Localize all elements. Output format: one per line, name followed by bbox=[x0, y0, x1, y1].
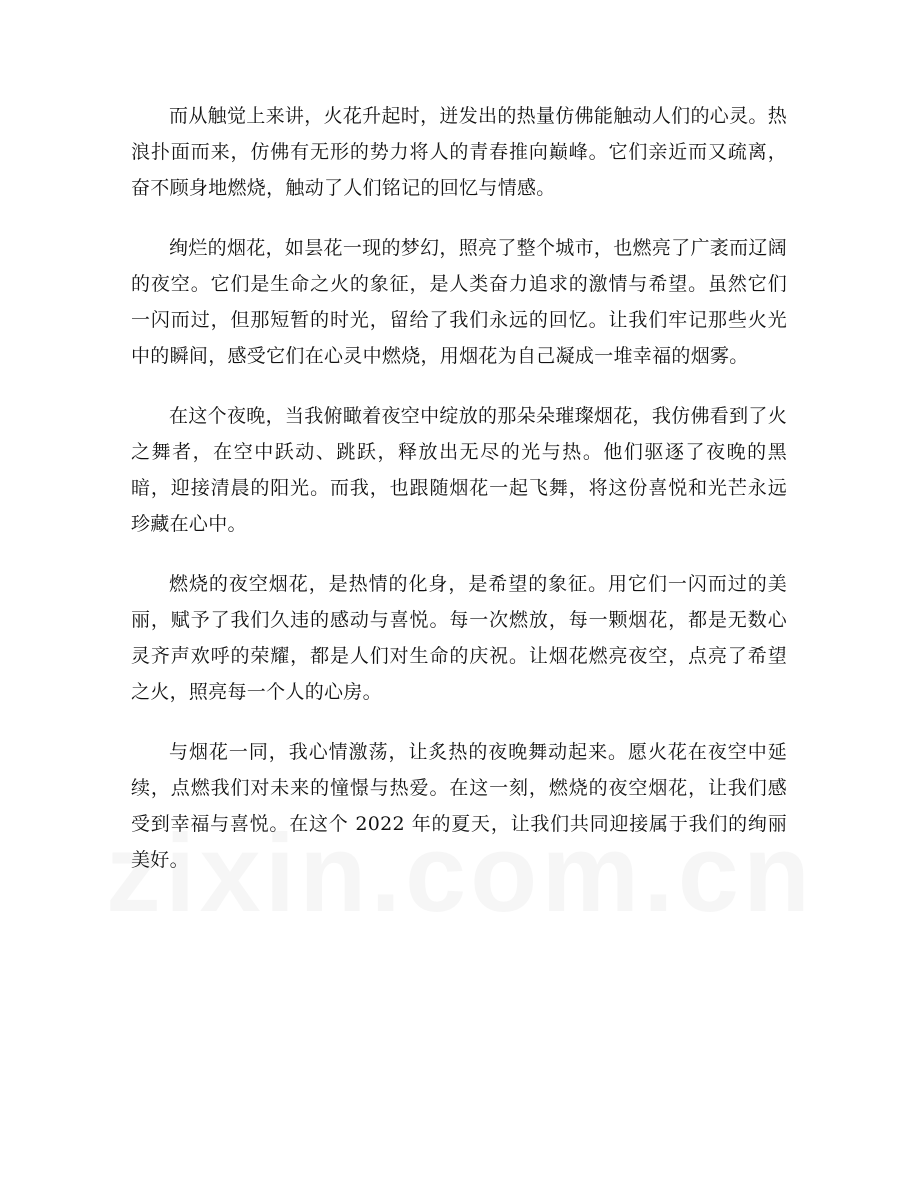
paragraph: 燃烧的夜空烟花，是热情的化身，是希望的象征。用它们一闪而过的美丽，赋予了我们久违的感动与喜悦。每一次燃放，每一颗烟花，都是无数心灵齐声欢呼的荣耀，都是人们对生命的庆祝。让烟花燃亮夜空，点亮了希望之火，照亮每一个人的心房。 bbox=[131, 573, 787, 703]
paragraph: 而从触觉上来讲，火花升起时，迸发出的热量仿佛能触动人们的心灵。热浪扑面而来，仿佛有无形的势力将人的青春推向巅峰。它们亲近而又疏离，奋不顾身地燃烧，触动了人们铭记的回忆与情感。 bbox=[131, 105, 787, 199]
paragraph: 与烟花一同，我心情激荡，让炙热的夜晚舞动起来。愿火花在夜空中延续，点燃我们对未来的憧憬与热爱。在这一刻，燃烧的夜空烟花，让我们感受到幸福与喜悦。在这个 2022 年的夏天，让我们共同迎接属于我们的绚丽美好。 bbox=[131, 741, 787, 871]
watermark bbox=[0, 810, 920, 937]
document-body bbox=[131, 98, 787, 902]
paragraph: 绚烂的烟花，如昙花一现的梦幻，照亮了整个城市，也燃亮了广袤而辽阔的夜空。它们是生命之火的象征，是人类奋力追求的激情与希望。虽然它们一闪而过，但那短暂的时光，留给了我们永远的回忆。让我们牢记那些火光中的瞬间，感受它们在心灵中燃烧，用烟花为自己凝成一堆幸福的烟雾。 bbox=[131, 237, 787, 367]
paragraph: 在这个夜晚，当我俯瞰着夜空中绽放的那朵朵璀璨烟花，我仿佛看到了火之舞者，在空中跃动、跳跃，释放出无尽的光与热。他们驱逐了夜晚的黑暗，迎接清晨的阳光。而我，也跟随烟花一起飞舞，将这份喜悦和光芒永远珍藏在心中。 bbox=[131, 405, 787, 535]
